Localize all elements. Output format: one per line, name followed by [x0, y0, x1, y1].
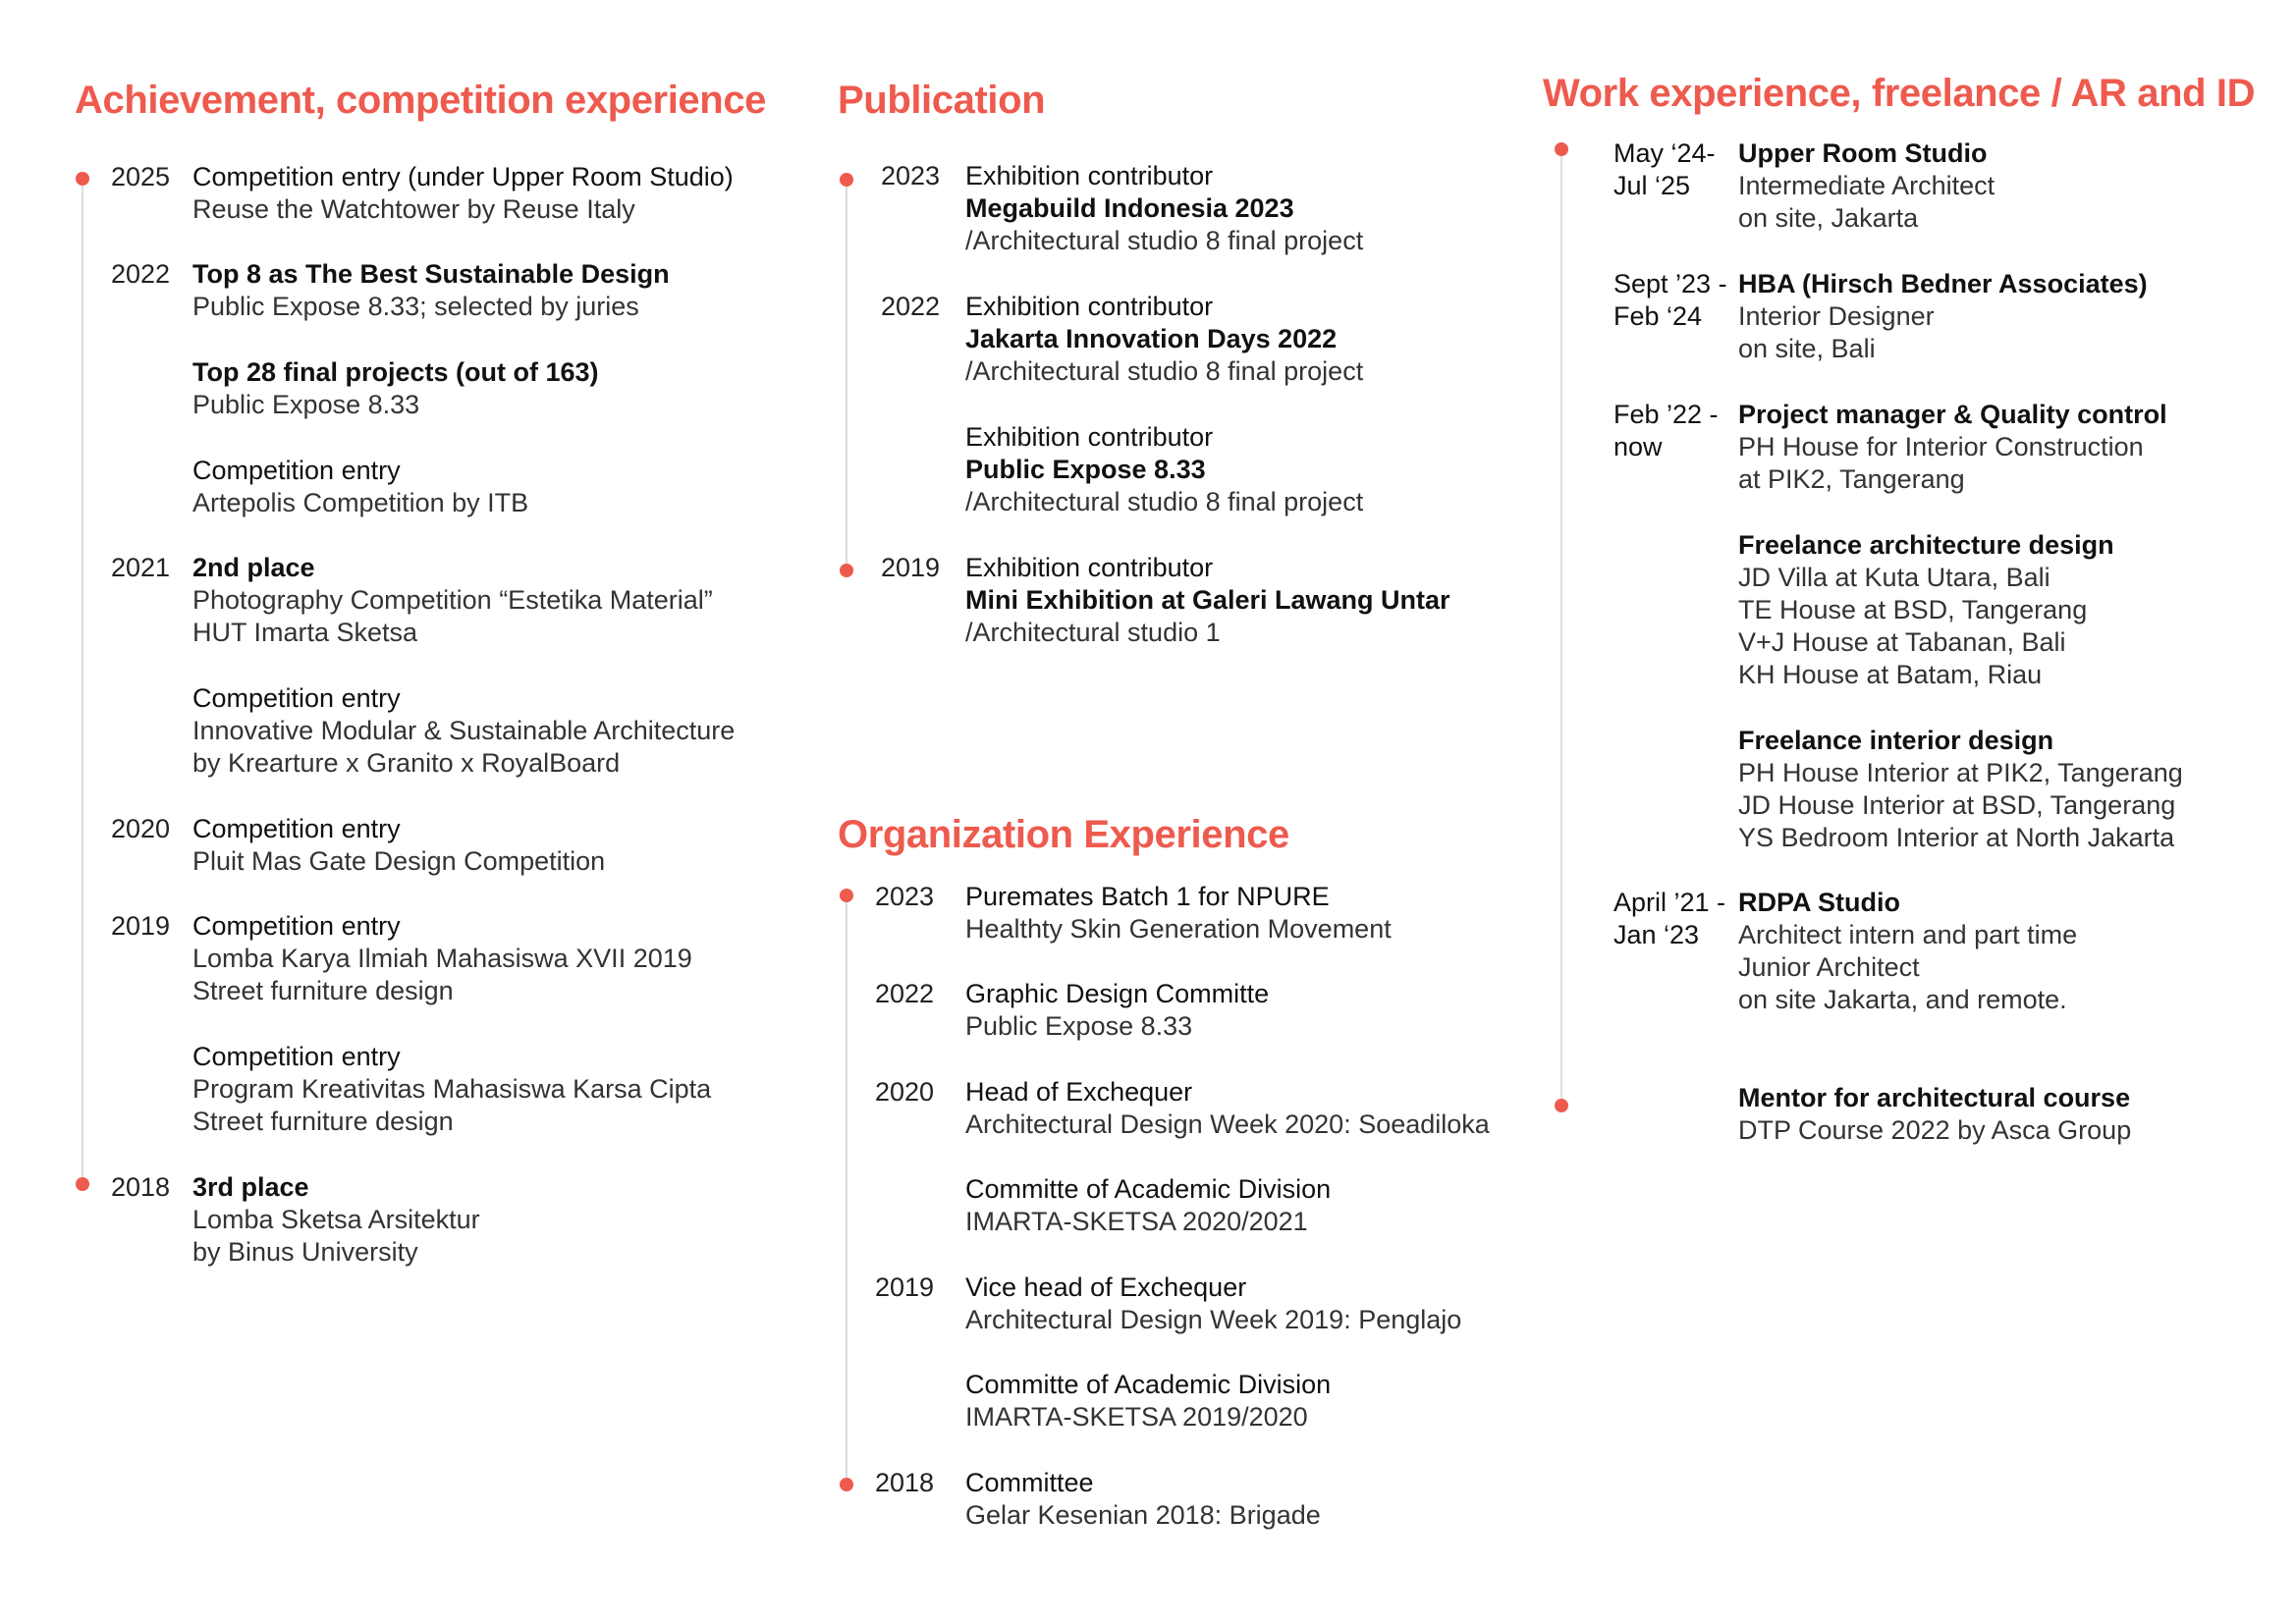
- entry-detail: Healthty Skin Generation Movement: [965, 914, 1392, 944]
- date-start: May ‘24-: [1613, 138, 1716, 168]
- entry-detail: /Architectural studio 8 final project: [965, 226, 1364, 255]
- entry-detail: on site, Bali: [1738, 334, 1876, 363]
- entry-title: Top 8 as The Best Sustainable Design: [192, 259, 670, 289]
- date-start: Sept ’23 -: [1613, 269, 1727, 298]
- entry-detail: /Architectural studio 1: [965, 618, 1221, 647]
- work-heading: Work experience, freelance / AR and ID: [1543, 72, 2256, 115]
- organization-timeline-dot: [840, 889, 853, 902]
- entry-title: Competition entry: [192, 911, 401, 941]
- entry-title: Committe of Academic Division: [965, 1370, 1332, 1399]
- entry-detail: PH House Interior at PIK2, Tangerang: [1738, 758, 2183, 787]
- entry-title: Puremates Batch 1 for NPURE: [965, 882, 1330, 911]
- entry-detail: Intermediate Architect: [1738, 171, 1995, 200]
- entry-detail: KH House at Batam, Riau: [1738, 660, 2043, 689]
- entry-detail: Lomba Sketsa Arsitektur: [192, 1205, 480, 1234]
- achievement-timeline-dot: [76, 172, 89, 186]
- work-timeline-line: [1560, 149, 1562, 1106]
- entry-detail: Photography Competition “Estetika Material”: [192, 585, 713, 615]
- entry-detail: Program Kreativitas Mahasiswa Karsa Cipta: [192, 1074, 712, 1104]
- entry-title: Vice head of Exchequer: [965, 1272, 1247, 1302]
- entry-date: [1613, 887, 1725, 951]
- publication-timeline-dot: [840, 173, 853, 187]
- entry-title: Competition entry (under Upper Room Studio): [192, 162, 734, 191]
- entry-date: [1613, 399, 1719, 463]
- entry-title: HBA (Hirsch Bedner Associates): [1738, 269, 2148, 298]
- publication-heading: Publication: [838, 79, 1046, 122]
- entry-title: 3rd place: [192, 1172, 309, 1202]
- entry-year: 2020: [875, 1077, 935, 1107]
- date-start: April ’21 -: [1613, 888, 1726, 917]
- work-timeline-dot: [1555, 1099, 1568, 1112]
- entry-detail: Public Expose 8.33: [965, 1011, 1193, 1041]
- entry-year: 2022: [875, 979, 935, 1008]
- entry-title: Exhibition contributor: [965, 292, 1214, 321]
- entry-detail: JD House Interior at BSD, Tangerang: [1738, 790, 2176, 820]
- entry-event: Megabuild Indonesia 2023: [965, 193, 1294, 223]
- entry-year: 2018: [875, 1468, 935, 1497]
- entry-year: 2021: [111, 553, 171, 582]
- entry-event: Mini Exhibition at Galeri Lawang Untar: [965, 585, 1450, 615]
- entry-title: Exhibition contributor: [965, 161, 1214, 190]
- entry-detail: Street furniture design: [192, 976, 454, 1005]
- date-end: Jul ‘25: [1613, 171, 1691, 200]
- achievement-timeline-dot: [76, 1177, 89, 1191]
- entry-title: Exhibition contributor: [965, 553, 1214, 582]
- entry-year: 2023: [875, 882, 935, 911]
- entry-year: 2019: [111, 911, 171, 941]
- entry-title: Committee: [965, 1468, 1094, 1497]
- entry-year: 2025: [111, 162, 171, 191]
- entry-detail: DTP Course 2022 by Asca Group: [1738, 1115, 2132, 1145]
- entry-detail: on site, Jakarta: [1738, 203, 1919, 233]
- entry-detail: Interior Designer: [1738, 301, 1935, 331]
- entry-year: 2022: [881, 292, 941, 321]
- achievement-timeline-line: [82, 179, 83, 1184]
- entry-title: Competition entry: [192, 814, 401, 843]
- entry-detail: Lomba Karya Ilmiah Mahasiswa XVII 2019: [192, 944, 692, 973]
- entry-title: Competition entry: [192, 683, 401, 713]
- date-end: now: [1613, 432, 1663, 461]
- entry-title: Graphic Design Committe: [965, 979, 1270, 1008]
- date-end: Feb ‘24: [1613, 301, 1703, 331]
- entry-detail: Street furniture design: [192, 1107, 454, 1136]
- entry-detail: Architect intern and part time: [1738, 920, 2078, 949]
- entry-detail: by Krearture x Granito x RoyalBoard: [192, 748, 621, 778]
- entry-detail: PH House for Interior Construction: [1738, 432, 2144, 461]
- entry-year: 2018: [111, 1172, 171, 1202]
- entry-title: Head of Exchequer: [965, 1077, 1193, 1107]
- entry-year: 2023: [881, 161, 941, 190]
- work-timeline-dot: [1555, 142, 1568, 156]
- entry-detail: Junior Architect: [1738, 952, 1920, 982]
- entry-title: Freelance interior design: [1738, 726, 2054, 755]
- entry-title: Upper Room Studio: [1738, 138, 1988, 168]
- publication-timeline-line: [846, 180, 847, 570]
- entry-detail: IMARTA-SKETSA 2019/2020: [965, 1402, 1308, 1432]
- organization-heading: Organization Experience: [838, 813, 1289, 856]
- entry-detail: V+J House at Tabanan, Bali: [1738, 627, 2066, 657]
- entry-detail: Pluit Mas Gate Design Competition: [192, 846, 606, 876]
- entry-detail: by Binus University: [192, 1237, 418, 1267]
- entry-detail: Innovative Modular & Sustainable Architecture: [192, 716, 736, 745]
- entry-title: Competition entry: [192, 456, 401, 485]
- entry-detail: at PIK2, Tangerang: [1738, 464, 1965, 494]
- achievement-heading: Achievement, competition experience: [75, 79, 767, 122]
- entry-title: Exhibition contributor: [965, 422, 1214, 452]
- entry-date: [1613, 268, 1727, 333]
- entry-year: 2019: [875, 1272, 935, 1302]
- entry-detail: JD Villa at Kuta Utara, Bali: [1738, 563, 2050, 592]
- entry-title: RDPA Studio: [1738, 888, 1900, 917]
- entry-year: 2020: [111, 814, 171, 843]
- entry-detail: HUT Imarta Sketsa: [192, 618, 418, 647]
- entry-title: Committe of Academic Division: [965, 1174, 1332, 1204]
- entry-detail: Public Expose 8.33; selected by juries: [192, 292, 639, 321]
- entry-title: 2nd place: [192, 553, 315, 582]
- entry-year: 2019: [881, 553, 941, 582]
- date-end: Jan ‘23: [1613, 920, 1700, 949]
- entry-detail: Artepolis Competition by ITB: [192, 488, 529, 517]
- entry-detail: Architectural Design Week 2019: Penglajo: [965, 1305, 1462, 1334]
- organization-timeline-line: [846, 895, 847, 1485]
- entry-detail: on site Jakarta, and remote.: [1738, 985, 2067, 1014]
- entry-detail: TE House at BSD, Tangerang: [1738, 595, 2088, 624]
- publication-timeline-dot: [840, 564, 853, 577]
- entry-title: Top 28 final projects (out of 163): [192, 357, 599, 387]
- entry-detail: Gelar Kesenian 2018: Brigade: [965, 1500, 1321, 1530]
- entry-detail: Reuse the Watchtower by Reuse Italy: [192, 194, 635, 224]
- entry-detail: Public Expose 8.33: [192, 390, 420, 419]
- entry-detail: /Architectural studio 8 final project: [965, 487, 1364, 516]
- entry-title: Project manager & Quality control: [1738, 400, 2167, 429]
- entry-year: 2022: [111, 259, 171, 289]
- date-start: Feb ’22 -: [1613, 400, 1719, 429]
- entry-event: Public Expose 8.33: [965, 455, 1206, 484]
- entry-event: Jakarta Innovation Days 2022: [965, 324, 1338, 353]
- entry-title: Freelance architecture design: [1738, 530, 2114, 560]
- organization-timeline-dot: [840, 1478, 853, 1491]
- entry-detail: Architectural Design Week 2020: Soeadiloka: [965, 1109, 1490, 1139]
- entry-detail: /Architectural studio 8 final project: [965, 356, 1364, 386]
- entry-detail: YS Bedroom Interior at North Jakarta: [1738, 823, 2175, 852]
- entry-detail: IMARTA-SKETSA 2020/2021: [965, 1207, 1308, 1236]
- entry-date: [1613, 137, 1716, 202]
- entry-title: Mentor for architectural course: [1738, 1083, 2131, 1112]
- entry-title: Competition entry: [192, 1042, 401, 1071]
